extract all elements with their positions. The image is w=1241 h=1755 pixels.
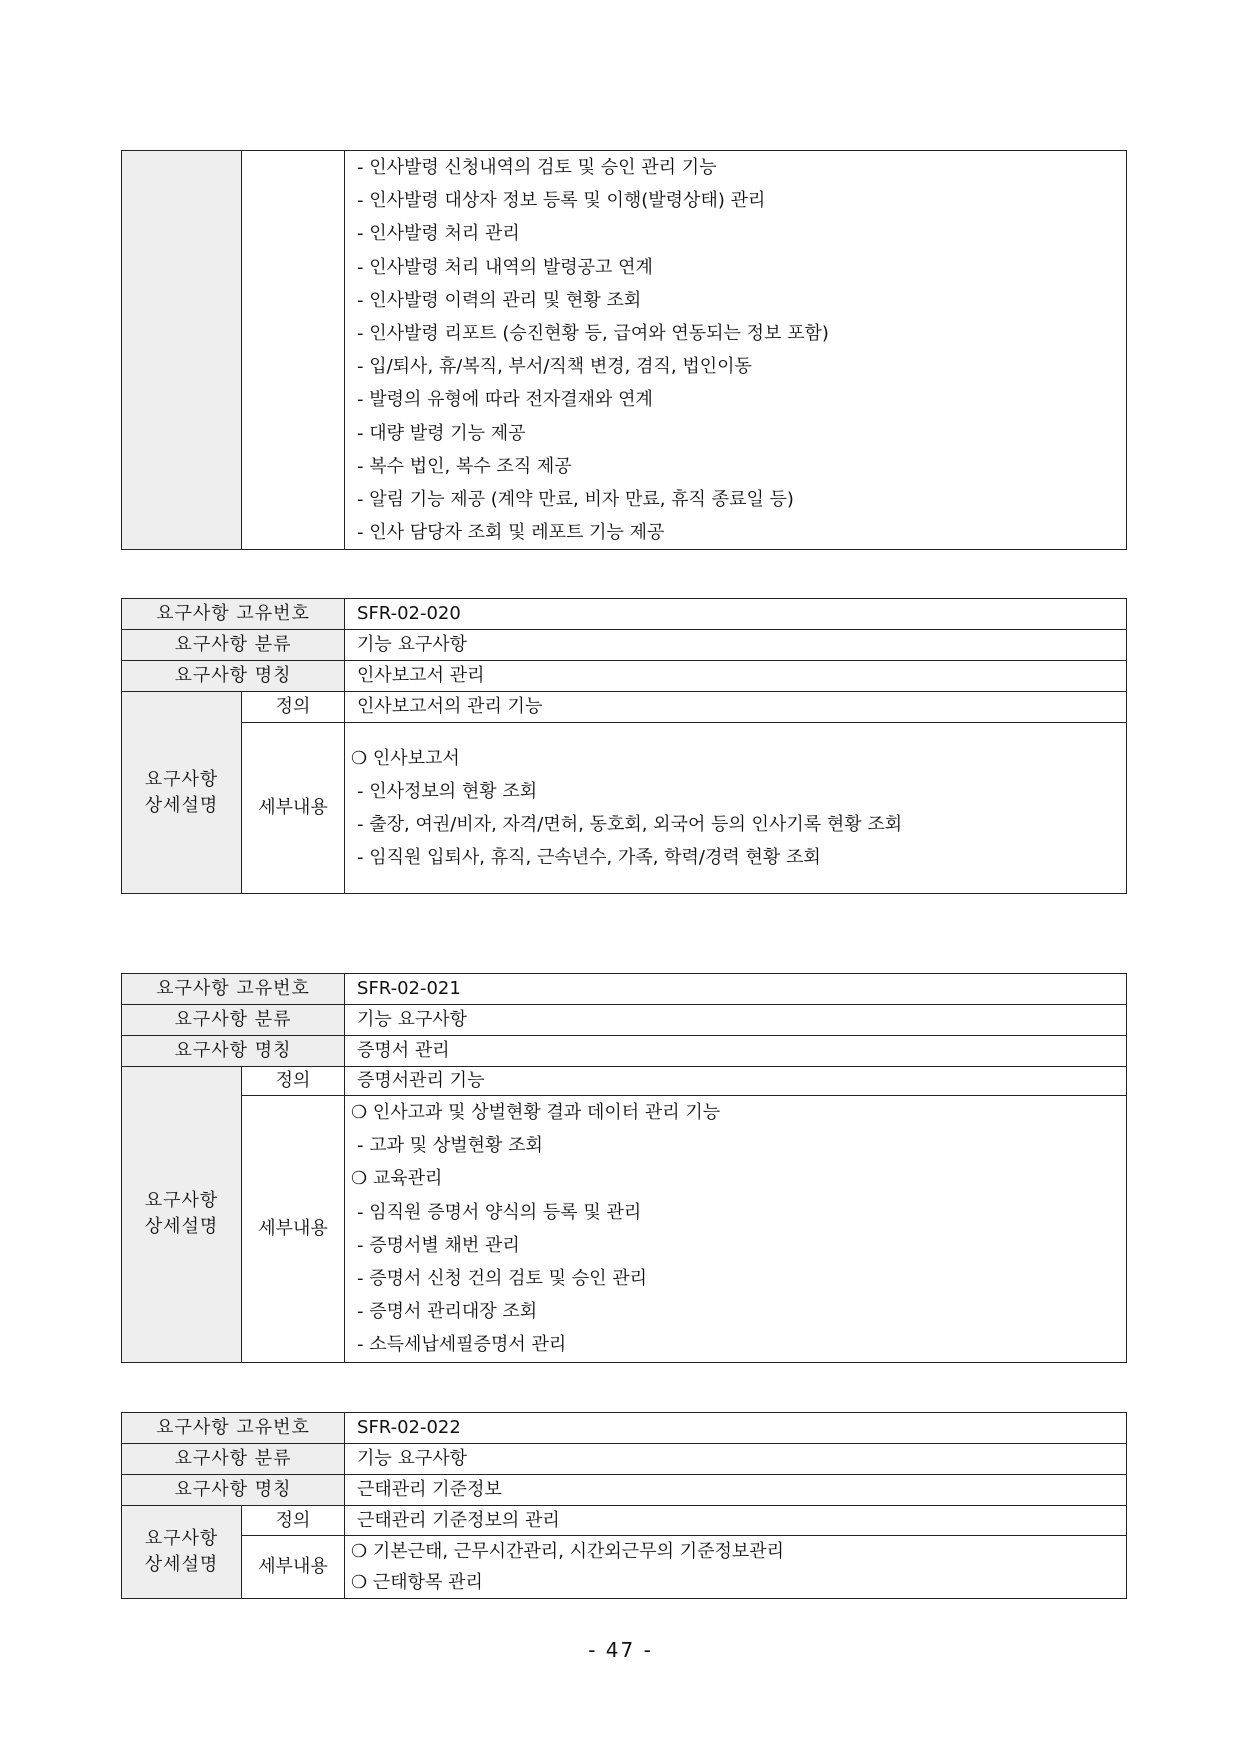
detail-line: - 인사발령 처리 내역의 발령공고 연계 xyxy=(357,256,653,278)
detail-line: - 인사발령 신청내역의 검토 및 승인 관리 기능 xyxy=(357,157,717,178)
detail-line: - 인사발령 처리 관리 xyxy=(357,223,520,245)
detail-label-line: 요구사항 xyxy=(144,1528,219,1549)
continuation-table xyxy=(121,150,1127,550)
requirement-details xyxy=(345,723,1127,894)
detail-line: - 인사 담당자 조회 및 레포트 기능 제공 xyxy=(357,522,665,544)
detail-line: - 고과 및 상벌현황 조회 xyxy=(357,1135,543,1157)
requirement-category: 기능 요구사항 xyxy=(345,1005,1127,1036)
requirement-definition: 근태관리 기준정보의 관리 xyxy=(345,1506,1127,1536)
requirement-table-020 xyxy=(121,598,1127,894)
requirement-details xyxy=(345,1096,1127,1363)
detail-line: - 증명서별 채번 관리 xyxy=(357,1234,520,1256)
detail-label-line: 상세설명 xyxy=(144,1216,219,1238)
details-label: 세부내용 xyxy=(242,1096,345,1363)
detail-line: - 인사발령 대상자 정보 등록 및 이행(발령상태) 관리 xyxy=(357,190,766,212)
details-label: 세부내용 xyxy=(242,723,345,894)
requirement-id: SFR-02-021 xyxy=(345,974,1127,1005)
definition-label: 정의 xyxy=(242,692,345,723)
detail-label xyxy=(122,692,242,894)
definition-label: 정의 xyxy=(242,1506,345,1536)
detail-line: - 임직원 증명서 양식의 등록 및 관리 xyxy=(357,1201,642,1223)
definition-label: 정의 xyxy=(242,1067,345,1096)
detail-line: - 발령의 유형에 따라 전자결재와 연계 xyxy=(357,389,653,411)
detail-line: - 인사발령 리포트 (승진현황 등, 급여와 연동되는 정보 포함) xyxy=(357,322,829,344)
detail-line: ❍ 기본근태, 근무시간관리, 시간외근무의 기준정보관리 xyxy=(351,1541,785,1562)
id-label: 요구사항 고유번호 xyxy=(122,1413,345,1444)
detail-line: - 소득세납세필증명서 관리 xyxy=(357,1334,567,1356)
detail-label-line: 상세설명 xyxy=(144,794,219,816)
detail-label xyxy=(122,1506,242,1599)
continuation-sub-cell xyxy=(242,151,345,550)
requirement-id: SFR-02-022 xyxy=(345,1413,1127,1444)
name-label: 요구사항 명칭 xyxy=(122,1475,345,1506)
detail-line: - 증명서 신청 건의 검토 및 승인 관리 xyxy=(357,1267,647,1289)
detail-line: - 입/퇴사, 휴/복직, 부서/직책 변경, 겸직, 법인이동 xyxy=(357,356,752,378)
requirement-definition: 증명서관리 기능 xyxy=(345,1067,1127,1096)
detail-line: - 인사정보의 현황 조회 xyxy=(357,780,538,802)
name-label: 요구사항 명칭 xyxy=(122,661,345,692)
requirement-name: 인사보고서 관리 xyxy=(345,661,1127,692)
requirement-id: SFR-02-020 xyxy=(345,599,1127,630)
name-label: 요구사항 명칭 xyxy=(122,1036,345,1067)
detail-label xyxy=(122,1067,242,1363)
category-label: 요구사항 분류 xyxy=(122,1444,345,1475)
page-number: - 47 - xyxy=(588,1638,653,1662)
id-label: 요구사항 고유번호 xyxy=(122,599,345,630)
details-label: 세부내용 xyxy=(242,1536,345,1599)
detail-line: ❍ 근태항목 관리 xyxy=(351,1572,483,1593)
detail-label-line: 상세설명 xyxy=(144,1554,219,1575)
detail-line: ❍ 인사보고서 xyxy=(351,747,460,769)
category-label: 요구사항 분류 xyxy=(122,1005,345,1036)
requirement-name: 근태관리 기준정보 xyxy=(345,1475,1127,1506)
detail-line: - 대량 발령 기능 제공 xyxy=(357,422,526,444)
requirement-details xyxy=(345,1536,1127,1599)
detail-line: ❍ 인사고과 및 상벌현황 결과 데이터 관리 기능 xyxy=(351,1102,721,1123)
detail-line: ❍ 교육관리 xyxy=(351,1168,443,1190)
detail-line: - 알림 기능 제공 (계약 만료, 비자 만료, 휴직 종료일 등) xyxy=(357,488,794,510)
id-label: 요구사항 고유번호 xyxy=(122,974,345,1005)
detail-label-line: 요구사항 xyxy=(144,1190,219,1212)
detail-line: - 복수 법인, 복수 조직 제공 xyxy=(357,455,572,477)
requirement-category: 기능 요구사항 xyxy=(345,1444,1127,1475)
requirement-table-021 xyxy=(121,973,1127,1363)
detail-line: - 임직원 입퇴사, 휴직, 근속년수, 가족, 학력/경력 현황 조회 xyxy=(357,847,821,869)
requirement-category: 기능 요구사항 xyxy=(345,630,1127,661)
requirement-table-022 xyxy=(121,1412,1127,1599)
detail-line: - 증명서 관리대장 조회 xyxy=(357,1301,538,1323)
requirement-name: 증명서 관리 xyxy=(345,1036,1127,1067)
continuation-label-cell xyxy=(122,151,242,550)
detail-line: - 인사발령 이력의 관리 및 현황 조회 xyxy=(357,289,642,311)
requirement-definition: 인사보고서의 관리 기능 xyxy=(345,692,1127,723)
continuation-details xyxy=(345,151,1127,550)
detail-line: - 출장, 여권/비자, 자격/면허, 동호회, 외국어 등의 인사기록 현황 조회 xyxy=(357,814,903,835)
category-label: 요구사항 분류 xyxy=(122,630,345,661)
detail-label-line: 요구사항 xyxy=(144,768,219,790)
